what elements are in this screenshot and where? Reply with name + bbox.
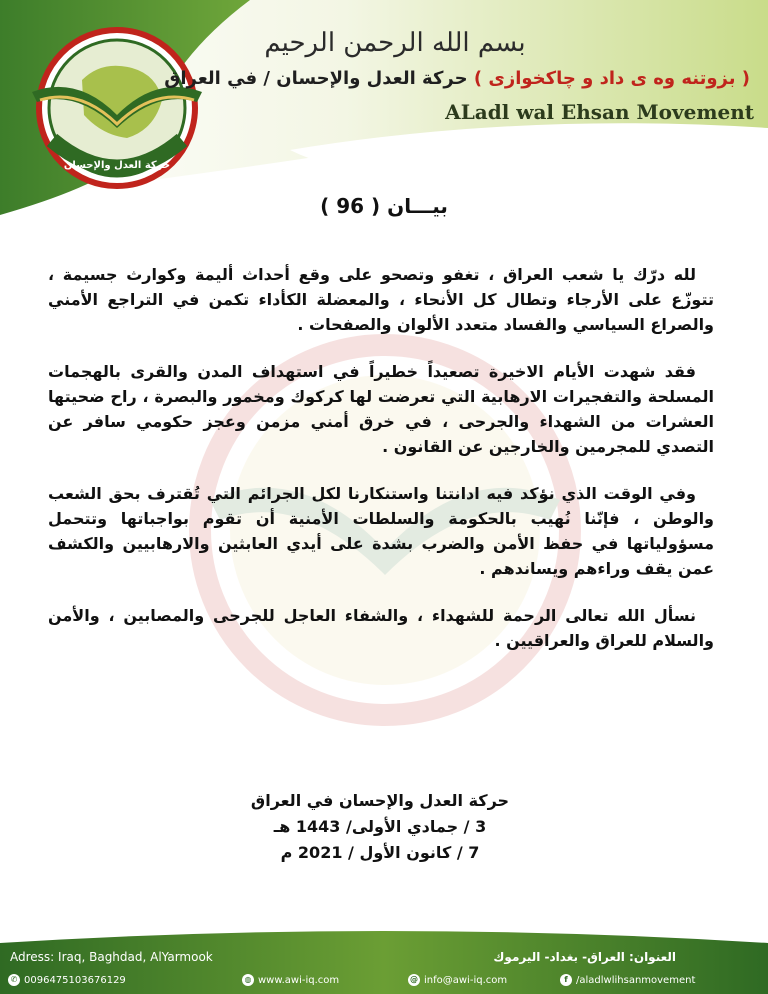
statement-paragraph: لله درّك يا شعب العراق ، تغفو وتصحو على وقع أحداث أليمة وكوارث جسيمة ، تتوزّع على الأرجاء وتطال كل الأنحاء ، والمعضلة الكأداء تكمن في التراجع الأمني والصراع السياسي والفساد متعدد الألوان والصفحات . bbox=[48, 265, 714, 334]
footer-email[interactable] bbox=[408, 974, 507, 986]
hijri-date: 3 / جمادي الأولى/ 1443 هـ bbox=[273, 817, 487, 836]
statement-paragraph: نسأل الله تعالى الرحمة للشهداء ، والشفاء العاجل للجرحى والمصابين ، والأمن والسلام للعراق والعراقيين . bbox=[48, 606, 714, 650]
phone-text: 009647510367612​9 bbox=[24, 974, 126, 986]
footer-social[interactable] bbox=[560, 974, 695, 986]
footer-address-en: Adress: Iraq, Baghdad, AlYarmook bbox=[10, 950, 213, 964]
org-name-ar: حركة العدل والإحسان / في العراق bbox=[164, 68, 468, 89]
basmala-calligraphy: بسم الله الرحمن الرحيم bbox=[264, 28, 526, 58]
social-text[interactable]: /aladlwlihsanmovement bbox=[576, 974, 696, 986]
statement-title: بيـــان ( 96 ) bbox=[320, 194, 448, 218]
signature-block bbox=[230, 788, 530, 866]
gregorian-date: 7 / كانون الأول / 2021 م bbox=[280, 843, 480, 862]
phone-icon: ✆ bbox=[8, 974, 20, 986]
movement-logo bbox=[22, 20, 212, 190]
statement-paragraph: وفي الوقت الذي نؤكد فيه ادانتنا واستنكارنا لكل الجرائم التي تُقترف بحق الشعب والوطن ، فإنّنا نُهيب بالحكومة والسلطات الأمنية أن تقوم بواجباتها وتتحمل مسؤولياتها في حفظ الأمن والضرب بشدة على أيدي العابثين والارهابيين والكشف عمن يقف وراءهم ويساندهم . bbox=[48, 484, 714, 578]
signature-org: حركة العدل والإحسان في العراق bbox=[250, 791, 510, 810]
footer-address-ar: العنوان: العراق- بغداد- اليرموك bbox=[493, 950, 676, 964]
globe-icon: ◍ bbox=[242, 974, 254, 986]
org-name-arabic bbox=[164, 68, 750, 89]
website-text[interactable]: www.awi-iq.com bbox=[258, 974, 340, 986]
org-name-english: ALadl wal Ehsan Movement bbox=[445, 100, 754, 124]
footer-phone bbox=[8, 974, 126, 986]
facebook-icon: f bbox=[560, 974, 572, 986]
statement-paragraph: فقد شهدت الأيام الاخيرة تصعيداً خطيراً في استهداف المدن والقرى بالهجمات المسلحة والتفجيرات الارهابية التي تعرضت لها كركوك ومخمور والبصرة ، راح ضحيتها العشرات من الشهداء والجرحى ، في خرق أمني مزمن وعجز حكومي سافر عن التصدي للمجرمين والخارجين عن القانون . bbox=[48, 362, 714, 456]
email-icon: @ bbox=[410, 975, 418, 984]
logo-text: حركة العدل والإحسان bbox=[63, 160, 171, 171]
footer-website[interactable] bbox=[242, 974, 339, 986]
statement-body bbox=[48, 262, 714, 675]
email-text[interactable]: info@awi-iq.com bbox=[424, 974, 508, 986]
org-name-kurdish: ( بزوتنه وه ى داد و چاكخوازى ) bbox=[473, 68, 750, 89]
